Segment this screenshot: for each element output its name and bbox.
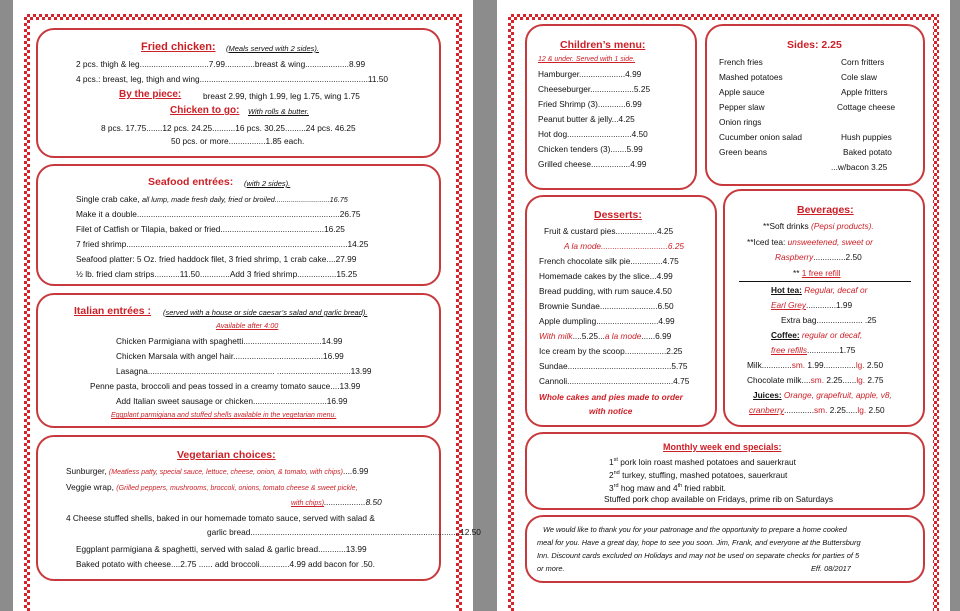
vegetarian-line-3: 4 Cheese stuffed shells, baked in our homemade tomato sauce, served with salad & bbox=[66, 513, 375, 523]
seafood-line-1: Single crab cake, all lump, made fresh daily, fried or broiled...........................16.75 bbox=[76, 194, 348, 204]
beverage-refill: ** 1 free refill bbox=[793, 268, 841, 278]
special-item: 2nd turkey, stuffing, mashed potatoes, sauerkraut bbox=[609, 469, 788, 480]
side-item: Baked potato bbox=[843, 147, 892, 157]
italian-box bbox=[36, 293, 441, 428]
beverages-title: Beverages: bbox=[797, 204, 854, 216]
beverage-extra-bag: Extra bag.................... .25 bbox=[781, 315, 877, 325]
dessert-item: Ice cream by the scoop..................2.25 bbox=[539, 346, 683, 356]
right-menu-page bbox=[497, 0, 950, 611]
childrens-item: Hot dog............................4.50 bbox=[538, 129, 648, 139]
chicken-to-go-note: With rolls & butter. bbox=[248, 107, 309, 116]
side-item: Apple sauce bbox=[719, 87, 765, 97]
side-item: Cottage cheese bbox=[837, 102, 896, 112]
special-item: 1st pork loin roast mashed potatoes and sauerkraut bbox=[609, 456, 796, 467]
beverage-soft-drinks: **Soft drinks (Pepsi products). bbox=[763, 221, 874, 231]
special-item: Stuffed pork chop available on Fridays, prime rib on Saturdays bbox=[604, 494, 834, 504]
sides-title: Sides: 2.25 bbox=[787, 39, 842, 51]
chicken-to-go-title: Chicken to go: bbox=[170, 105, 240, 116]
dessert-item: Brownie Sundae.........................6.50 bbox=[539, 301, 674, 311]
italian-note: (served with a house or side caesar’s salad and garlic bread). bbox=[163, 308, 368, 317]
beverage-chocolate-milk: Chocolate milk....sm. 2.25......lg. 2.75 bbox=[747, 375, 884, 385]
italian-line-2: Chicken Marsala with angel hair.......................................16.99 bbox=[116, 351, 344, 361]
vegetarian-line-2b: with chips)..................8.50 bbox=[291, 497, 382, 507]
italian-availability: Available after 4:00 bbox=[216, 321, 279, 330]
seafood-line-4: 7 fried shrimp................................................................................................14.25 bbox=[76, 239, 369, 249]
childrens-item: Chicken tenders (3).......5.99 bbox=[538, 144, 643, 154]
dessert-item: French chocolate silk pie..............4.75 bbox=[539, 256, 679, 266]
beverage-hot-tea: Hot tea: Regular, decaf or bbox=[771, 285, 868, 295]
seafood-line-2: Make it a double........................................................................................26.75 bbox=[76, 209, 361, 219]
side-item: Hush puppies bbox=[841, 132, 892, 142]
weekend-specials-box bbox=[525, 432, 925, 510]
special-item: 3rd hog maw and 4th fried rabbit. bbox=[609, 482, 726, 493]
chicken-to-go-line-2: 50 pcs. or more................1.85 each. bbox=[171, 136, 305, 146]
effective-date: Eff. 08/2017 bbox=[811, 564, 851, 573]
childrens-item: Peanut butter & jelly...4.25 bbox=[538, 114, 635, 124]
seafood-line-6: ½ lb. fried clam strips...........11.50.............Add 3 fried shrimp.................15.25 bbox=[76, 269, 358, 279]
vegetarian-line-1: Sunburger, (Meatless patty, special sauce, lettuce, cheese, onion, & tomato, with chips)....6.99 bbox=[66, 466, 369, 476]
italian-line-3: Lasagna....................................................... ................................13.99 bbox=[116, 366, 372, 376]
childrens-menu-title: Children’s menu: bbox=[560, 39, 646, 51]
childrens-menu-box bbox=[525, 24, 697, 190]
childrens-item: Fried Shrimp (3)............6.99 bbox=[538, 99, 642, 109]
vegetarian-line-4: Eggplant parmigiana & spaghetti, served with salad & garlic bread............13.99 bbox=[76, 544, 367, 554]
side-item: Green beans bbox=[719, 147, 767, 157]
italian-title: Italian entrées : bbox=[74, 305, 152, 317]
chicken-to-go-line-1: 8 pcs. 17.75.......12 pcs. 24.25..........16 pcs. 30.25.........24 pcs. 46.25 bbox=[101, 123, 356, 133]
seafood-title: Seafood entrées: bbox=[148, 176, 234, 188]
side-item: Corn fritters bbox=[841, 57, 885, 67]
beverages-box bbox=[723, 189, 925, 427]
side-item: Apple fritters bbox=[841, 87, 888, 97]
seafood-line-3: Filet of Catfish or Tilapia, baked or fried.............................................16.25 bbox=[76, 224, 345, 234]
fried-chicken-box bbox=[36, 28, 441, 158]
italian-line-4: Penne pasta, broccoli and peas tossed in a creamy tomato sauce....13.99 bbox=[90, 381, 361, 391]
side-item: Cole slaw bbox=[841, 72, 877, 82]
desserts-title: Desserts: bbox=[594, 209, 642, 221]
vegetarian-line-2: Veggie wrap, (Grilled peppers, mushrooms, broccoli, onions, tomato cheese & sweet pickle, bbox=[66, 482, 358, 492]
beverage-earl-grey: Earl Grey.............1.99 bbox=[771, 300, 853, 310]
thank-you-line: We would like to thank you for your patronage and the opportunity to prepare a home cooked bbox=[543, 525, 847, 534]
side-item: Pepper slaw bbox=[719, 102, 765, 112]
seafood-line-5: Seafood platter: 5 Oz. fried haddock filet, 3 fried shrimp, 1 crab cake....27.99 bbox=[76, 254, 357, 264]
italian-line-5: Add Italian sweet sausage or chicken................................16.99 bbox=[116, 396, 348, 406]
beverage-free-refills: free refills..............1.75 bbox=[771, 345, 856, 355]
dessert-item: A la mode.............................6.25 bbox=[564, 241, 685, 251]
childrens-item: Cheeseburger...................5.25 bbox=[538, 84, 651, 94]
fried-chicken-line-2: 4 pcs.: breast, leg, thigh and wing.........................................................................11.50 bbox=[76, 74, 389, 84]
desserts-box bbox=[525, 195, 717, 427]
by-the-piece-title: By the piece: bbox=[119, 89, 182, 100]
dessert-item: Homemade cakes by the slice...4.99 bbox=[539, 271, 673, 281]
by-the-piece-prices: breast 2.99, thigh 1.99, leg 1.75, wing 1.75 bbox=[203, 91, 360, 101]
side-item: Mashed potatoes bbox=[719, 72, 783, 82]
thank-you-line: Inn. Discount cards excluded on Holidays and may not be used on separate checks for parties of 5 bbox=[537, 551, 860, 560]
beverage-raspberry: Raspberry..............2.50 bbox=[775, 252, 862, 262]
beverage-juices: Juices: Orange, grapefruit, apple, v8, bbox=[753, 390, 892, 400]
desserts-footnote: Whole cakes and pies made to order bbox=[539, 392, 683, 402]
beverage-milk: Milk.............sm. 1.99..............lg. 2.50 bbox=[747, 360, 884, 370]
beverage-iced-tea: **Iced tea: unsweetened, sweet or bbox=[747, 237, 873, 247]
vegetarian-line-3b: garlic bread...........................................................................................12.50 bbox=[207, 527, 481, 537]
fried-chicken-title: Fried chicken: bbox=[141, 41, 216, 53]
desserts-footnote: with notice bbox=[589, 406, 633, 416]
thank-you-line: or more. bbox=[537, 564, 565, 573]
italian-footnote: Eggplant parmigiana and stuffed shells available in the vegetarian menu. bbox=[111, 412, 337, 419]
specials-title: Monthly week end specials: bbox=[663, 442, 782, 452]
thank-you-line: meal for you. Have a great day, hope to see you soon. Jim, Frank, and everyone at the Buttersburg bbox=[537, 538, 861, 547]
italian-line-1: Chicken Parmigiana with spaghetti..................................14.99 bbox=[116, 336, 343, 346]
dessert-item: Bread pudding, with rum sauce.4.50 bbox=[539, 286, 672, 296]
seafood-note: (with 2 sides). bbox=[244, 179, 291, 188]
dessert-item: Sundae.............................................5.75 bbox=[539, 361, 688, 371]
thank-you-box bbox=[525, 515, 925, 583]
vegetarian-box bbox=[36, 435, 481, 581]
fried-chicken-line-1: 2 pcs. thigh & leg..............................7.99.............breast & wing...................8.99 bbox=[76, 59, 366, 69]
childrens-menu-note: 12 & under. Served with 1 side. bbox=[538, 56, 636, 63]
childrens-item: Hamburger....................4.99 bbox=[538, 69, 642, 79]
side-item: French fries bbox=[719, 57, 763, 67]
childrens-item: Grilled cheese.................4.99 bbox=[538, 159, 647, 169]
dessert-item: Apple dumpling...........................4.99 bbox=[539, 316, 675, 326]
vegetarian-title: Vegetarian choices: bbox=[177, 449, 276, 461]
beverages-divider bbox=[739, 281, 911, 282]
sides-box bbox=[705, 24, 925, 186]
dessert-item: With milk....5.25...a la mode......6.99 bbox=[539, 331, 672, 341]
dessert-item: Cannoli..............................................4.75 bbox=[539, 376, 690, 386]
dessert-item: Fruit & custard pies..................4.25 bbox=[544, 226, 674, 236]
side-item: Onion rings bbox=[719, 117, 762, 127]
beverage-coffee: Coffee: regular or decaf, bbox=[771, 330, 863, 340]
fried-chicken-note: (Meals served with 2 sides). bbox=[226, 44, 319, 53]
left-menu-page bbox=[13, 0, 481, 611]
side-item: Cucumber onion salad bbox=[719, 132, 803, 142]
side-bacon: ...w/bacon 3.25 bbox=[831, 162, 888, 172]
seafood-box bbox=[36, 164, 441, 286]
vegetarian-line-5: Baked potato with cheese....2.75 ...... add broccoli.............4.99 add bacon for .50. bbox=[76, 559, 375, 569]
beverage-cranberry: cranberry.............sm. 2.25.....lg. 2.50 bbox=[749, 405, 885, 415]
